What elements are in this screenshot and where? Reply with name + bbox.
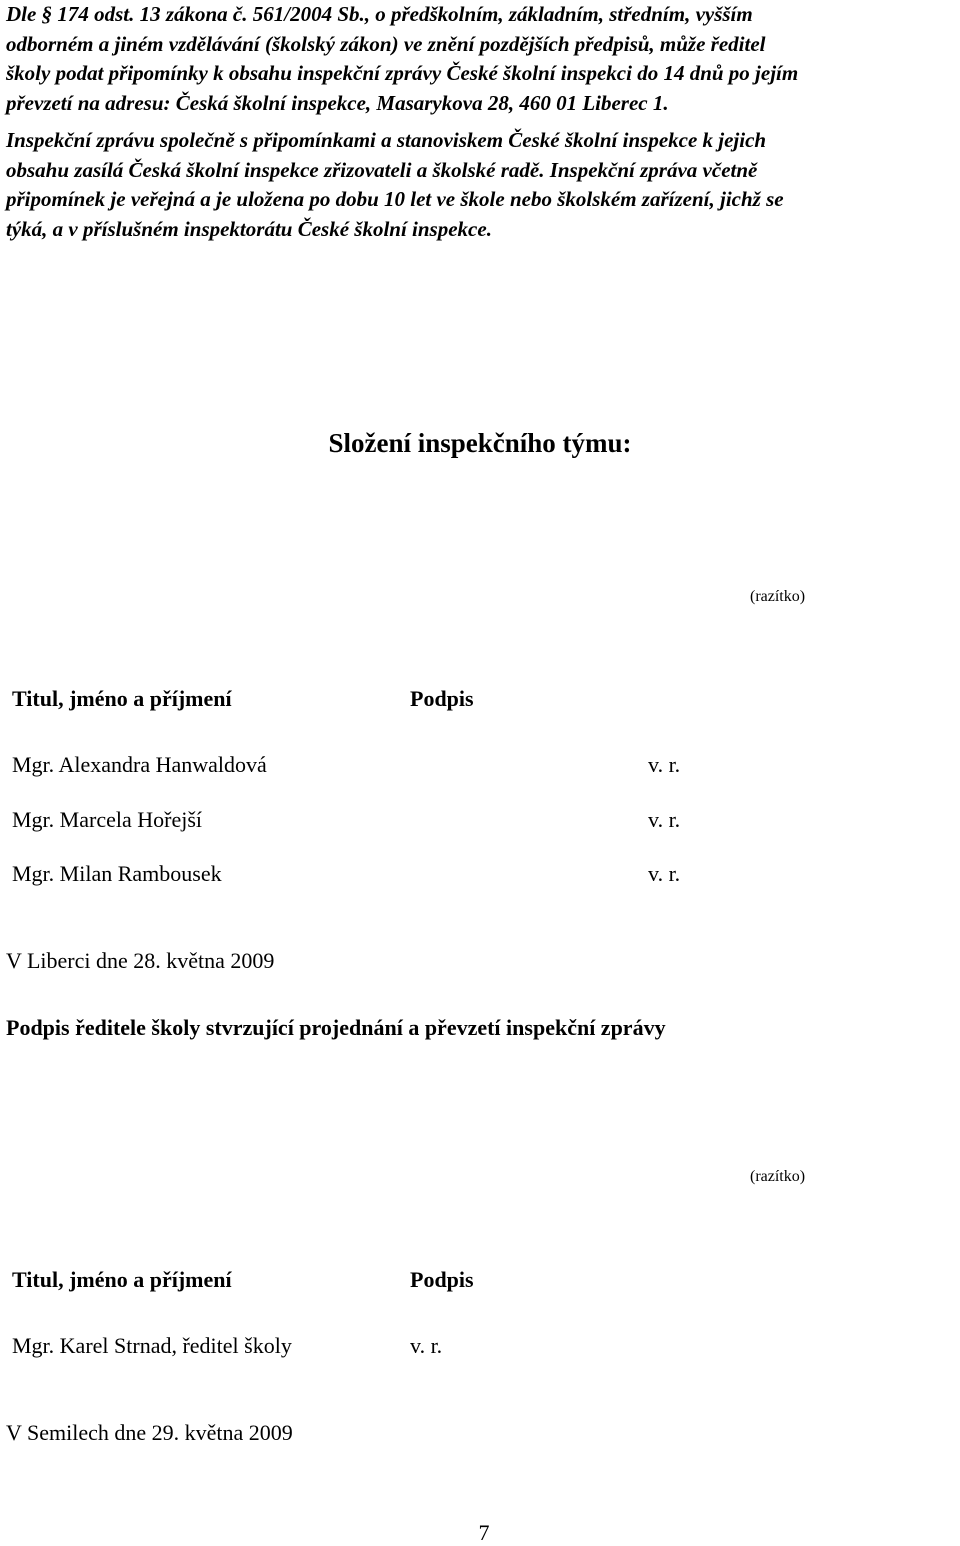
team-col-signature-header: Podpis xyxy=(410,686,474,711)
notice-line: Inspekční zprávu společně s připomínkami a stanoviskem České školní inspekce k jejich xyxy=(6,128,767,152)
intro-line: odborném a jiném vzdělávání (školský zákon) ve znění pozdějších předpisů, může ředitel xyxy=(6,31,766,56)
intro-line: Dle § 174 odst. 13 zákona č. 561/2004 Sb., o předškolním, základním, středním, vyšším xyxy=(6,2,753,26)
director-col-signature-header: Podpis xyxy=(410,1267,474,1292)
notice-paragraph xyxy=(6,126,954,244)
team-member-signature: v. r. xyxy=(648,807,681,832)
team-member-name: Mgr. Milan Rambousek xyxy=(12,861,222,886)
team-member-name: Mgr. Alexandra Hanwaldová xyxy=(12,752,267,777)
team-col-name-header: Titul, jméno a příjmení xyxy=(12,686,232,711)
notice-line: obsahu zasílá Česká školní inspekce zřizovateli a školské radě. Inspekční zpráva včetně xyxy=(6,157,758,182)
director-stamp-label: (razítko) xyxy=(750,1168,806,1185)
team-date: V Liberci dne 28. května 2009 xyxy=(6,948,275,973)
director-date: V Semilech dne 29. května 2009 xyxy=(6,1420,293,1445)
director-heading: Podpis ředitele školy stvrzující projednání a převzetí inspekční zprávy xyxy=(6,1015,666,1040)
director-member-name: Mgr. Karel Strnad, ředitel školy xyxy=(12,1333,292,1358)
director-col-name-header: Titul, jméno a příjmení xyxy=(12,1267,232,1292)
intro-line: školy podat připomínky k obsahu inspekční zprávy České školní inspekci do 14 dnů po jejím xyxy=(6,61,799,86)
team-member-signature: v. r. xyxy=(648,752,681,777)
notice-line: týká, a v příslušném inspektorátu České školní inspekce. xyxy=(6,216,492,241)
team-member-signature: v. r. xyxy=(648,861,681,886)
team-member-name: Mgr. Marcela Hořejší xyxy=(12,807,202,832)
team-heading: Složení inspekčního týmu: xyxy=(328,428,632,458)
intro-line: převzetí na adresu: Česká školní inspekce, Masarykova 28, 460 01 Liberec 1. xyxy=(6,90,669,115)
page-number: 7 xyxy=(478,1520,490,1545)
director-member-signature: v. r. xyxy=(410,1333,443,1358)
team-stamp-label: (razítko) xyxy=(750,588,806,605)
notice-line: připomínek je veřejná a je uložena po dobu 10 let ve škole nebo školském zařízení, jichž se xyxy=(6,187,784,212)
intro-paragraph xyxy=(6,0,954,118)
